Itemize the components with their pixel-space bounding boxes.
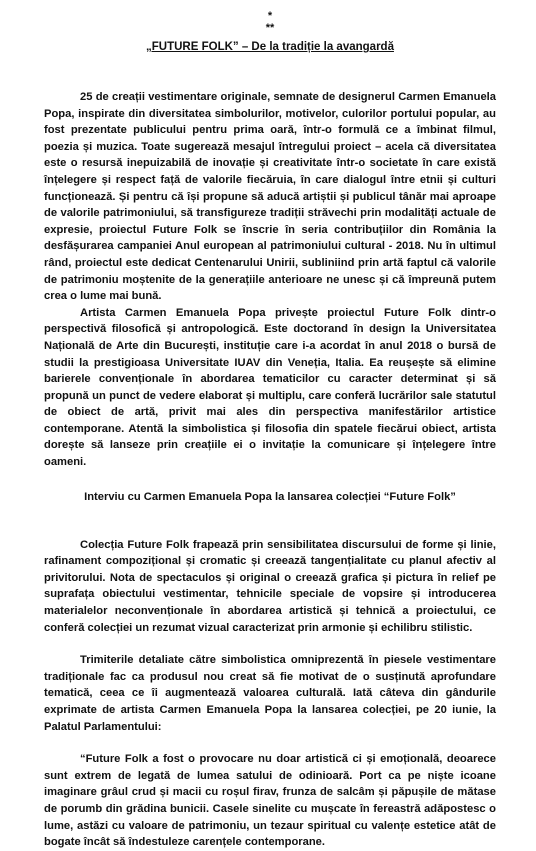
paragraph-gap (44, 735, 496, 751)
paragraph-gap (44, 636, 496, 652)
article-title: „FUTURE FOLK” – De la tradiție la avangardă (146, 41, 394, 53)
star-line-2: ** (265, 22, 275, 34)
interview-heading: Interviu cu Carmen Emanuela Popa la lansarea colecției “Future Folk” (84, 490, 456, 503)
separator-stars (44, 10, 496, 34)
interview-quote: “Future Folk a fost o provocare nu doar artistică ci și emoțională, deoarece sunt extrem de legată de lumea satului de odinioară. Port ca pe niște icoane imaginare grâul crud și macii cu roșul firav, frunza de salcâm și păpușile de mătase de porumb din grădina bunicii. Casele sinelite cu mușcate în fereastră adăpostesc o lume, astăzi cu valoare de patrimoniu, un tezaur spiritual cu valențe estetice atât de bogate încât să îndestuleze carențele contemporane. (44, 753, 496, 849)
star-line-1: * (267, 10, 273, 22)
interview-paragraph-1: Colecția Future Folk frapează prin sensibilitatea discursului de forme și linie, rafinament compozițional și cromatic și creează tangențialitate cu planul afectiv al privitorului. Nota de spectaculos și original o creează grafica și pictura în relief pe suprafața obiectului vestimentar, tehnicile speciale de vopsire și introducerea materialelor neconvenționale în abordarea artistică și tehnică a proiectului, ce conferă colecției un rezumat vizual caracterizat prin armonie și echilibru stilistic. (44, 538, 496, 634)
intro-paragraph-1: 25 de creații vestimentare originale, semnate de designerul Carmen Emanuela Popa, inspirate din diversitatea simbolurilor, motivelor, culorilor portului popular, au fost prezentate publicului pentru prima oară, într-o formulă ce a îmbinat filmul, poezia și muzica. Toate sugerează mesajul întregului proiect – acela că diversitatea este o resursă inepuizabilă de inovație și creativitate într-o societate în care există înțelegere și respect față de valorile fiecăruia, în care dialogul între etnii și culturi funcționează. Și pentru că își propune să aducă artiștii și publicul tânăr mai aproape de valorile patrimoniului, să transfigureze tradiții străvechi prin modalități actuale de expresie, proiectul Future Folk se înscrie în seria contribuțiilor din România la desfășurarea campaniei Anul european al patrimoniului cultural - 2018. Nu în ultimul rând, proiectul este dedicat Centenarului Unirii, subliniind prin artă faptul că valorile de patrimoniu moștenite de la generațiile anterioare ne unesc și că împreună putem crea o lume mai bună. (44, 91, 496, 303)
intro-paragraph-2: Artista Carmen Emanuela Popa privește proiectul Future Folk dintr-o perspectivă filosofică și antropologică. Este doctorand în design la Universitatea Națională de Arte din București, instituție care i-a acordat în anul 2018 o bursă de studii la prestigioasa Universitate IUAV din Veneția, Italia. Ea reușește să elimine barierele convenționale în abordarea tematicilor cu caracter determinat și să propună un punct de vedere elaborat și multiplu, care conferă lucrărilor sale statutul de obiect de artă, privit mai ales din perspectiva manifestărilor artistice contemporane. Atentă la simbolistica și filosofia din spatele fiecărui obiect, artista dorește să lanseze prin creațiile ei o invitație la comunicare și înțelegere între oameni. (44, 306, 496, 469)
interview-paragraph-2: Trimiterile detaliate către simbolistica omniprezentă în piesele vestimentare tradiționale fac ca produsul nou creat să fie motivat de o susținută aprofundare tematică, ceea ce îi augmentează valoarea culturală. Iată câteva din gândurile exprimate de artista Carmen Emanuela Popa la lansarea colecției, pe 20 iunie, la Palatul Parlamentului: (44, 654, 496, 733)
